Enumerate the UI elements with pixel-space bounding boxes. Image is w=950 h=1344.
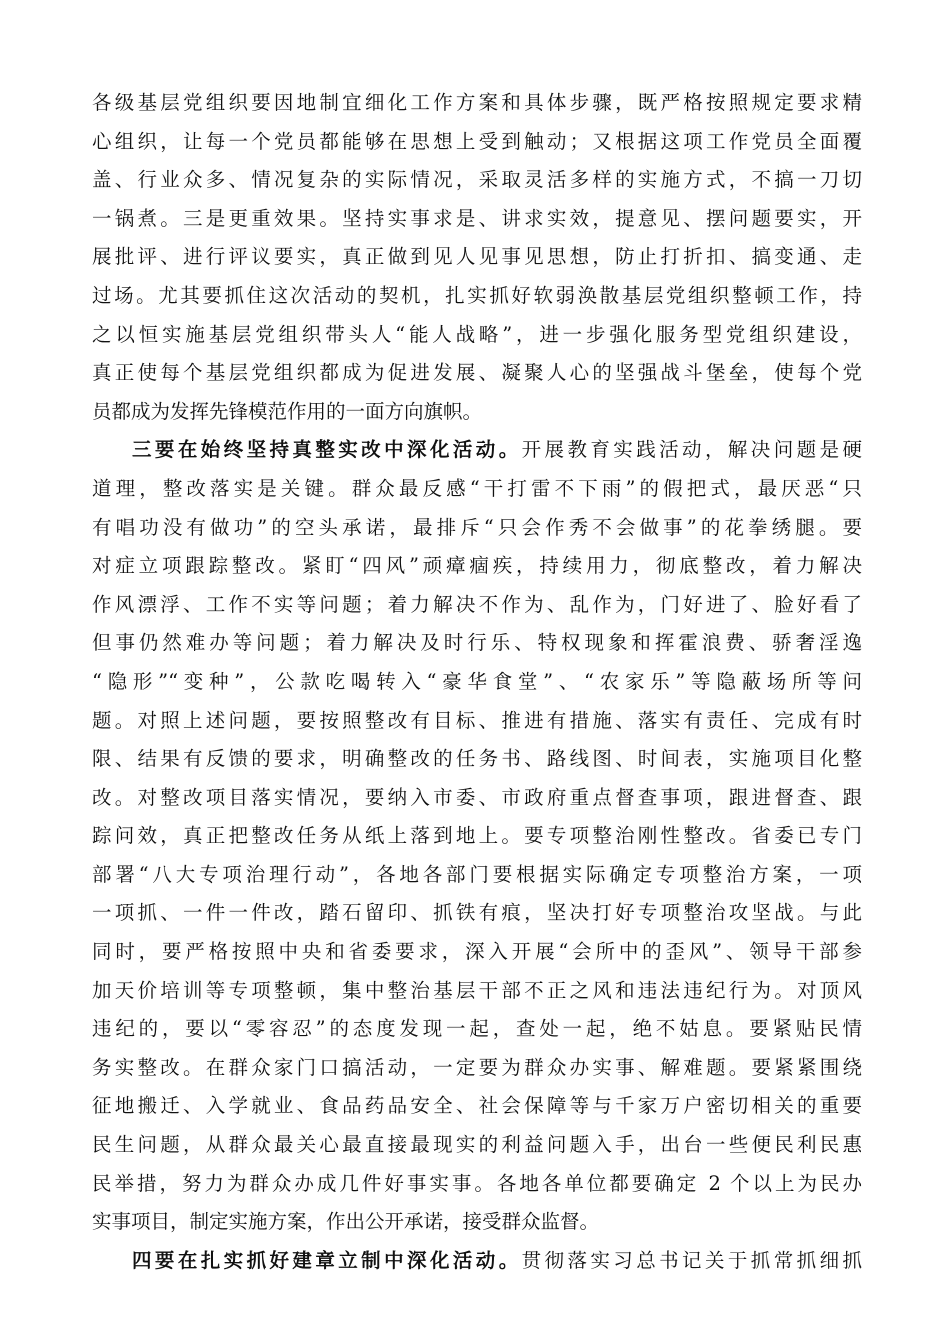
line-text: 开展教育实践活动，解决问题是硬 [521, 438, 862, 462]
text-line [92, 123, 862, 162]
line-text: 务实整改。在群众家门口搞活动，一定要为群众办实事、解难题。要紧紧围绕 [92, 1055, 862, 1079]
text-line [92, 1049, 862, 1088]
text-line [92, 354, 862, 393]
text-line [92, 161, 862, 200]
text-line [92, 200, 862, 239]
text-line [92, 702, 862, 741]
line-text: 过场。尤其要抓住这次活动的契机，扎实抓好软弱涣散基层党组织整顿工作，持 [92, 283, 862, 307]
text-line [92, 1087, 862, 1126]
line-text: 道理，整改落实是关键。群众最反感“干打雷不下雨”的假把式，最厌恶“只 [92, 476, 862, 500]
document-body [92, 84, 862, 1280]
paragraph-first-line [92, 1242, 862, 1281]
line-text: 盖、行业众多、情况复杂的实际情况，采取灵活多样的实施方式，不搞一刀切 [92, 168, 862, 192]
text-line [92, 393, 862, 432]
line-text: 之以恒实施基层党组织带头人“能人战略”，进一步强化服务型党组织建设， [92, 322, 862, 346]
line-text: 作风漂浮、工作不实等问题；着力解决不作为、乱作为，门好进了、脸好看了 [92, 592, 862, 616]
text-line [92, 1126, 862, 1165]
text-line [92, 586, 862, 625]
line-text: 展批评、进行评议要实，真正做到见人见事见思想，防止打折扣、搞变通、走 [92, 245, 862, 269]
text-line [92, 470, 862, 509]
line-text: 有唱功没有做功”的空头承诺，最排斥“只会作秀不会做事”的花拳绣腿。要 [92, 515, 862, 539]
section-heading: 四要在扎实抓好建章立制中深化活动。 [132, 1248, 522, 1272]
line-text: 题。对照上述问题，要按照整改有目标、推进有措施、落实有责任、完成有时 [92, 708, 862, 732]
text-line [92, 740, 862, 779]
line-text: 一项抓、一件一件改，踏石留印、抓铁有痕，坚决打好专项整治攻坚战。与此 [92, 901, 862, 925]
text-line [92, 1010, 862, 1049]
text-line [92, 972, 862, 1011]
text-line [92, 238, 862, 277]
line-text: 同时，要严格按照中央和省委要求，深入开展“会所中的歪风”、领导干部参 [92, 940, 862, 964]
line-text: 一锅煮。三是更重效果。坚持实事求是、讲求实效，提意见、摆问题要实，开 [92, 206, 862, 230]
line-text: 违纪的，要以“零容忍”的态度发现一起，查处一起，绝不姑息。要紧贴民情 [92, 1017, 862, 1041]
paragraph-first-line [92, 431, 862, 470]
text-line [92, 624, 862, 663]
line-text: 踪问效，真正把整改任务从纸上落到地上。要专项整治刚性整改。省委已专门 [92, 824, 862, 848]
line-text: 各级基层党组织要因地制宜细化工作方案和具体步骤，既严格按照规定要求精 [92, 91, 862, 114]
line-text: 心组织，让每一个党员都能够在思想上受到触动；又根据这项工作党员全面覆 [92, 129, 862, 153]
text-line [92, 509, 862, 548]
line-text: 员都成为发挥先锋模范作用的一面方向旗帜。 [92, 399, 483, 423]
text-line [92, 779, 862, 818]
line-text: 加天价培训等专项整顿，集中整治基层干部不正之风和违法违纪行为。对顶风 [92, 978, 862, 1002]
line-text: 部署“八大专项治理行动”，各地各部门要根据实际确定专项整治方案，一项 [92, 862, 862, 886]
line-text: 真正使每个基层党组织都成为促进发展、凝聚人心的坚强战斗堡垒，使每个党 [92, 361, 862, 385]
text-line [92, 933, 862, 972]
text-line [92, 547, 862, 586]
text-line [92, 1203, 862, 1242]
text-line [92, 1165, 862, 1204]
line-text: 对症立项跟踪整改。紧盯“四风”顽瘴痼疾，持续用力，彻底整改，着力解决 [92, 554, 862, 578]
text-line [92, 277, 862, 316]
text-line [92, 663, 862, 702]
text-line [92, 316, 862, 355]
text-line [92, 856, 862, 895]
line-text: 改。对整改项目落实情况，要纳入市委、市政府重点督查事项，跟进督查、跟 [92, 785, 862, 809]
text-line [92, 84, 862, 123]
line-text: 征地搬迁、入学就业、食品药品安全、社会保障等与千家万户密切相关的重要 [92, 1094, 862, 1118]
line-text: 实事项目，制定实施方案，作出公开承诺，接受群众监督。 [92, 1210, 600, 1234]
line-text: 民举措，努力为群众办成几件好事实事。各地各单位都要确定 2 个以上为民办 [92, 1171, 862, 1195]
section-heading: 三要在始终坚持真整实改中深化活动。 [132, 438, 522, 462]
text-line [92, 817, 862, 856]
line-text: 民生问题，从群众最关心最直接最现实的利益问题入手，出台一些便民利民惠 [92, 1133, 862, 1157]
line-text: “隐形”“变种”，公款吃喝转入“豪华食堂”、“农家乐”等隐蔽场所等问 [92, 669, 862, 693]
text-line [92, 894, 862, 933]
line-text: 但事仍然难办等问题；着力解决及时行乐、特权现象和挥霍浪费、骄奢淫逸 [92, 631, 862, 655]
line-text: 贯彻落实习总书记关于抓常抓细抓 [521, 1248, 862, 1272]
line-text: 限、结果有反馈的要求，明确整改的任务书、路线图、时间表，实施项目化整 [92, 747, 862, 771]
